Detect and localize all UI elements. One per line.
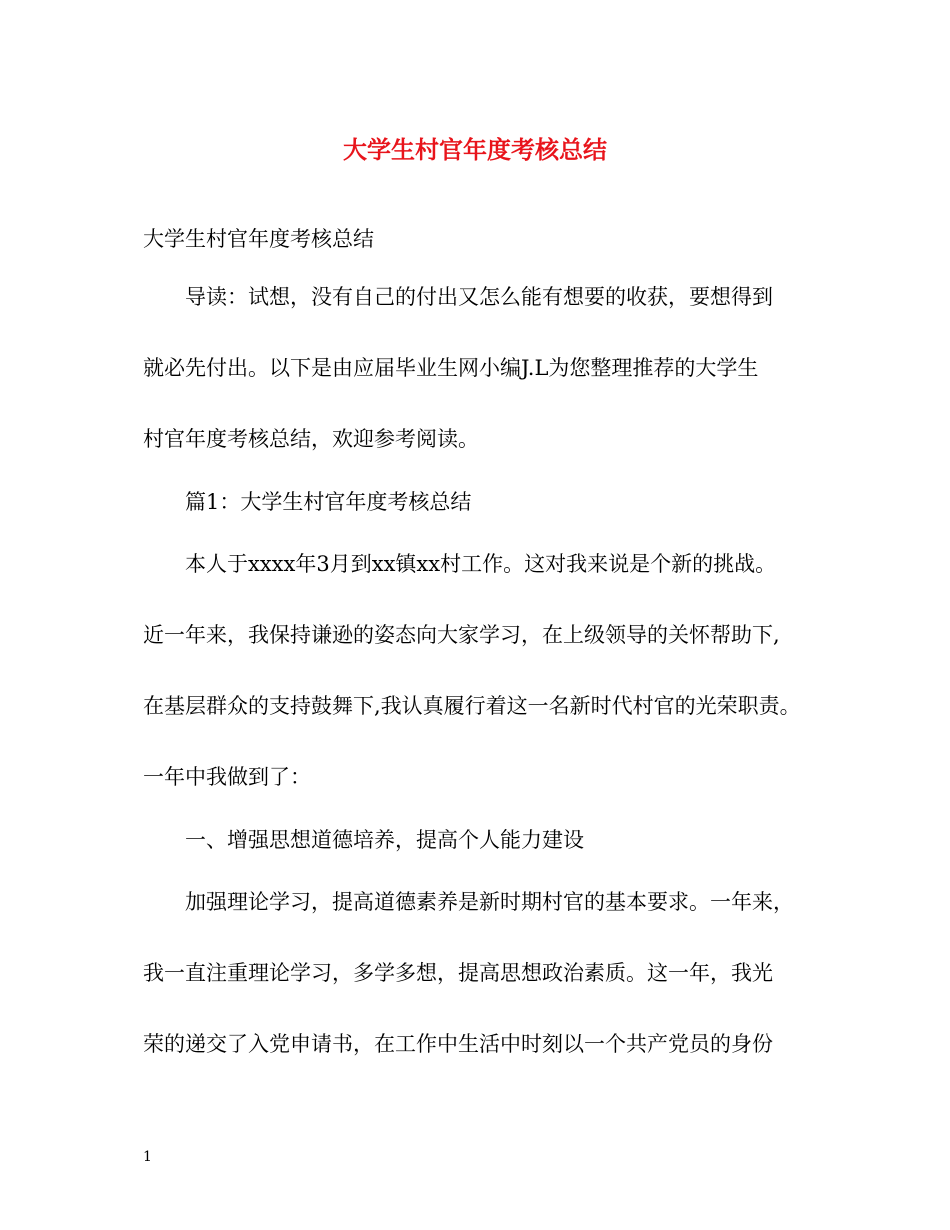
paragraph-line: 导读：试想，没有自己的付出又怎么能有想要的收获，要想得到 (185, 285, 773, 309)
paragraph-line: 近一年来，我保持谦逊的姿态向大家学习，在上级领导的关怀帮助下, (143, 623, 780, 647)
paragraph-line: 本人于xxxx年3月到xx镇xx村工作。这对我来说是个新的挑战。 (185, 552, 777, 576)
paragraph-line: 加强理论学习，提高道德素养是新时期村官的基本要求。一年来， (185, 890, 794, 914)
page-number: 1 (143, 1149, 152, 1165)
subtitle-line: 大学生村官年度考核总结 (143, 227, 374, 251)
paragraph-line: 就必先付出。以下是由应届毕业生网小编J.L为您整理推荐的大学生 (143, 356, 759, 380)
paragraph-line: 我一直注重理论学习，多学多想，提高思想政治素质。这一年，我光 (143, 961, 773, 985)
document-title: 大学生村官年度考核总结 (343, 135, 607, 164)
paragraph-line: 村官年度考核总结，欢迎参考阅读。 (143, 427, 479, 451)
section-heading: 篇1：大学生村官年度考核总结 (185, 490, 472, 514)
paragraph-line: 荣的递交了入党申请书，在工作中生活中时刻以一个共产党员的身份 (143, 1032, 773, 1056)
section-heading: 一、增强思想道德培养，提高个人能力建设 (185, 828, 584, 852)
paragraph-line: 一年中我做到了： (143, 765, 311, 789)
paragraph-line: 在基层群众的支持鼓舞下,我认真履行着这一名新时代村官的光荣职责。 (143, 694, 801, 718)
